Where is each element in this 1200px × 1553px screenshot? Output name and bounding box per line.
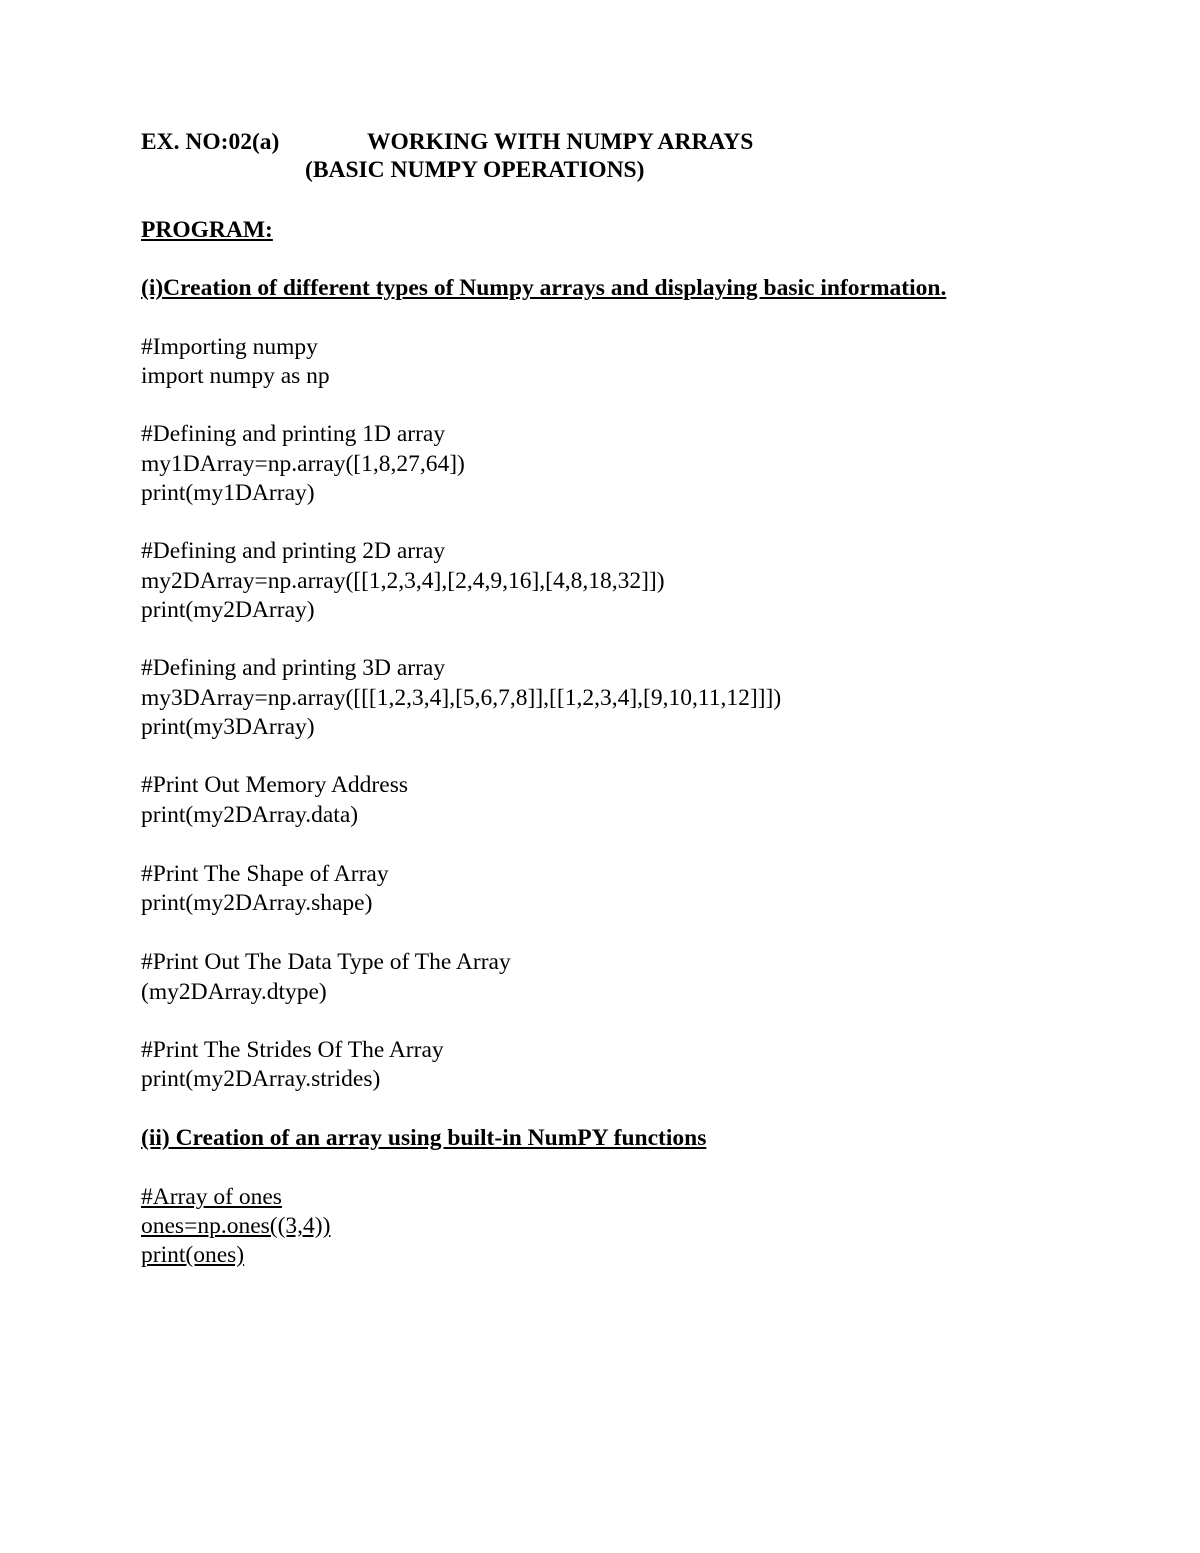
code-line: print(my2DArray.data) bbox=[141, 802, 359, 828]
code-comment: #Defining and printing 1D array bbox=[141, 421, 446, 447]
code-line: (my2DArray.dtype) bbox=[141, 979, 327, 1005]
code-comment: #Print The Shape of Array bbox=[141, 861, 389, 887]
code-line: print(my3DArray) bbox=[141, 714, 315, 740]
code-line: print(my2DArray.shape) bbox=[141, 890, 373, 916]
code-comment: #Print The Strides Of The Array bbox=[141, 1037, 444, 1063]
section-2-heading: (ii) Creation of an array using built-in NumPY functions bbox=[141, 1125, 707, 1151]
code-comment: #Defining and printing 2D array bbox=[141, 538, 446, 564]
code-comment: #Array of ones bbox=[141, 1184, 282, 1210]
code-comment: #Print Out Memory Address bbox=[141, 772, 408, 798]
code-line: import numpy as np bbox=[141, 363, 330, 389]
code-line: my2DArray=np.array([[1,2,3,4],[2,4,9,16],[4,8,18,32]]) bbox=[141, 568, 665, 594]
code-line: print(my2DArray) bbox=[141, 597, 315, 623]
code-comment: #Importing numpy bbox=[141, 334, 318, 360]
document-title: WORKING WITH NUMPY ARRAYS bbox=[367, 129, 754, 155]
code-comment: #Print Out The Data Type of The Array bbox=[141, 949, 511, 975]
exercise-number: EX. NO:02(a) bbox=[141, 129, 280, 155]
code-line: print(my1DArray) bbox=[141, 480, 315, 506]
section-1-heading: (i)Creation of different types of Numpy arrays and displaying basic information. bbox=[141, 275, 947, 301]
program-label: PROGRAM: bbox=[141, 217, 273, 243]
code-line: print(my2DArray.strides) bbox=[141, 1066, 381, 1092]
code-comment: #Defining and printing 3D array bbox=[141, 655, 446, 681]
code-line: my1DArray=np.array([1,8,27,64]) bbox=[141, 451, 465, 477]
code-line: ones=np.ones((3,4)) bbox=[141, 1213, 331, 1239]
code-line: my3DArray=np.array([[[1,2,3,4],[5,6,7,8]],[[1,2,3,4],[9,10,11,12]]]) bbox=[141, 685, 782, 711]
code-line: print(ones) bbox=[141, 1242, 245, 1268]
document-subtitle: (BASIC NUMPY OPERATIONS) bbox=[305, 157, 645, 183]
